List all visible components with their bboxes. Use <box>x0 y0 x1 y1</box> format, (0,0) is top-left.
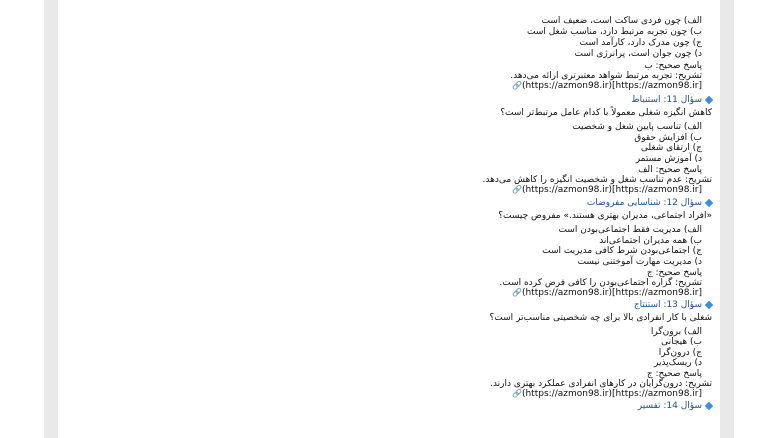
q13-link[interactable]: (https://azmon98.ir)[https://azmon98.ir] <box>521 389 702 399</box>
right-margin-bar <box>720 0 734 438</box>
q12-header-text: سؤال 12: شناسایی مفروضات <box>586 198 702 208</box>
blue-diamond-icon <box>705 198 713 206</box>
q10-option-c: ج) چون مدرک دارد، کارآمد است <box>579 38 702 48</box>
q11-option-d: د) آموزش مستمر <box>635 154 702 164</box>
q13-header-text: سؤال 13: استنتاج <box>633 300 702 310</box>
q10-explanation: تشریح: تجربه مرتبط شواهد معتبرتری ارائه می‌دهد. <box>510 71 702 81</box>
q12-option-d: د) مدیریت مهارت آموختنی نیست <box>577 257 702 267</box>
link-icon: 🔗 <box>512 389 522 398</box>
q13-link-line[interactable] <box>509 389 702 399</box>
q11-answer: پاسخ صحیح: الف <box>638 165 702 175</box>
q12-option-c: ج) اجتماعی‌بودن شرط کافی مدیریت است <box>542 246 702 256</box>
link-icon: 🔗 <box>512 288 522 297</box>
blue-diamond-icon <box>705 401 713 409</box>
q11-link[interactable]: (https://azmon98.ir)[https://azmon98.ir] <box>521 185 702 195</box>
q10-option-a: الف) چون فردی ساکت است، ضعیف است <box>541 16 702 26</box>
q14-header-text: سؤال 14: تفسیر <box>637 401 702 411</box>
blue-diamond-icon <box>705 300 713 308</box>
q13-option-c: ج) درون‌گرا <box>658 348 702 358</box>
q12-explanation: تشریح: گزاره اجتماعی‌بودن را کافی فرض کرده است. <box>499 278 702 288</box>
q11-explanation: تشریح: عدم تناسب شغل و شخصیت انگیزه را کاهش می‌دهد. <box>482 175 712 185</box>
q11-link-line[interactable] <box>509 185 702 195</box>
q12-answer: پاسخ صحیح: ج <box>646 268 702 278</box>
q11-option-b: ب) افزایش حقوق <box>634 133 702 143</box>
q12-header <box>587 198 712 208</box>
q13-header <box>634 300 712 310</box>
q13-explanation: تشریح: درون‌گرایان در کارهای انفرادی عملکرد بهتری دارند. <box>490 379 712 389</box>
q10-answer: پاسخ صحیح: ب <box>644 61 702 71</box>
q13-option-b: ب) هیجانی <box>661 337 702 347</box>
q11-question: کاهش انگیزه شغلی معمولاً با کدام عامل مرتبط‌تر است؟ <box>500 108 712 118</box>
q12-option-a: الف) مدیریت فقط اجتماعی‌بودن است <box>558 225 702 235</box>
left-margin-bar <box>44 0 58 438</box>
q10-link-line[interactable] <box>509 81 702 91</box>
q10-option-d: د) چون جوان است، پرانرژی است <box>574 49 702 59</box>
q13-answer: پاسخ صحیح: ج <box>646 369 702 379</box>
q11-option-c: ج) ارتقای شغلی <box>640 143 702 153</box>
q13-option-d: د) ریسک‌پذیر <box>653 358 702 368</box>
q10-link[interactable]: (https://azmon98.ir)[https://azmon98.ir] <box>521 81 702 91</box>
link-icon: 🔗 <box>512 185 522 194</box>
q12-link[interactable]: (https://azmon98.ir)[https://azmon98.ir] <box>521 288 702 298</box>
q14-header <box>638 401 712 411</box>
q11-option-a: الف) تناسب پایین شغل و شخصیت <box>572 122 702 132</box>
q12-link-line[interactable] <box>509 288 702 298</box>
q11-header <box>631 95 712 105</box>
q12-option-b: ب) همه مدیران اجتماعی‌اند <box>599 236 702 246</box>
q13-option-a: الف) برون‌گرا <box>650 327 702 337</box>
q10-option-b: ب) چون تجربه مرتبط دارد، مناسب شغل است <box>527 27 702 37</box>
blue-diamond-icon <box>705 95 713 103</box>
q11-header-text: سؤال 11: استنباط <box>631 95 702 105</box>
q12-question: «افراد اجتماعی، مدیران بهتری هستند.» مفروض چیست؟ <box>498 211 712 221</box>
q13-question: شغلی با کار انفرادی بالا برای چه شخصیتی مناسب‌تر است؟ <box>489 313 712 323</box>
document-content <box>60 0 712 438</box>
link-icon: 🔗 <box>512 81 522 90</box>
